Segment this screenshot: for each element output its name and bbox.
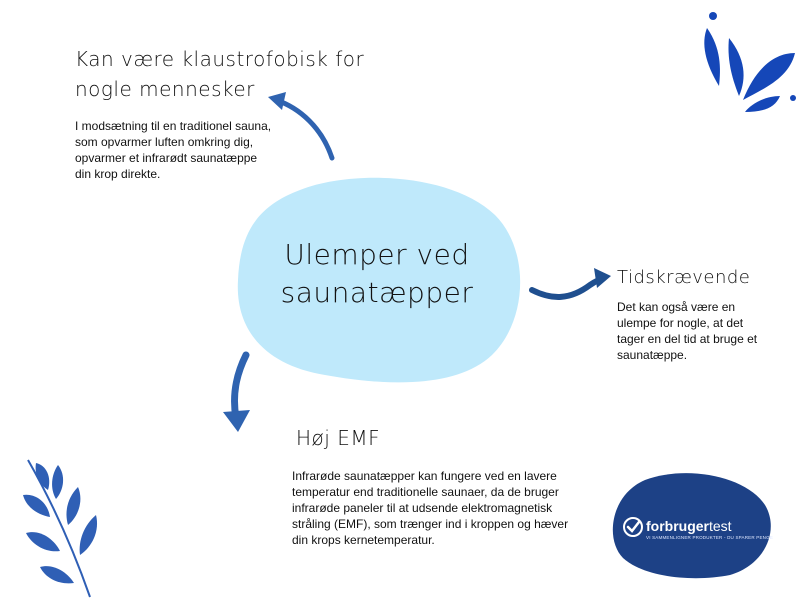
heading-emf: Høj EMF [296,426,381,450]
heading-tidskraevende: Tidskrævende [617,267,751,288]
heading-claustrophobic: Kan være klaustrofobisk for nogle mennesker [75,47,365,101]
checkmark-icon [622,516,644,538]
leaf-decoration [18,455,108,600]
logo-tagline: VI SAMMENLIGNER PRODUKTER - DU SPARER PENGE [646,535,774,540]
text-emf: Infrarøde saunatæpper kan fungere ved en lavere temperatur end traditionelle saunaer, da de bruger infrarøde paneler til at udsende elektromagnetisk stråling (EMF), som trænger ind i kroppen og hæver din krops kernetemperatur. [292,469,569,547]
arrow-to-tidskraevende [532,268,611,297]
text-tidskraevende: Det kan også være en ulempe for nogle, at det tager en del tid at bruge et saunatæppe. [617,300,758,362]
logo-brand-light: test [709,518,732,534]
text-claustrophobic: I modsætning til en traditionel sauna, som opvarmer luften omkring dig, opvarmer et infrarødt saunatæppe din krop direkte. [75,119,272,181]
logo-brand[interactable] [646,518,732,534]
center-title: Ulemper ved saunatæpper [280,238,474,309]
splash-decoration [685,8,800,118]
arrow-to-emf [223,355,250,432]
logo-brand-bold: forbruger [646,518,709,534]
